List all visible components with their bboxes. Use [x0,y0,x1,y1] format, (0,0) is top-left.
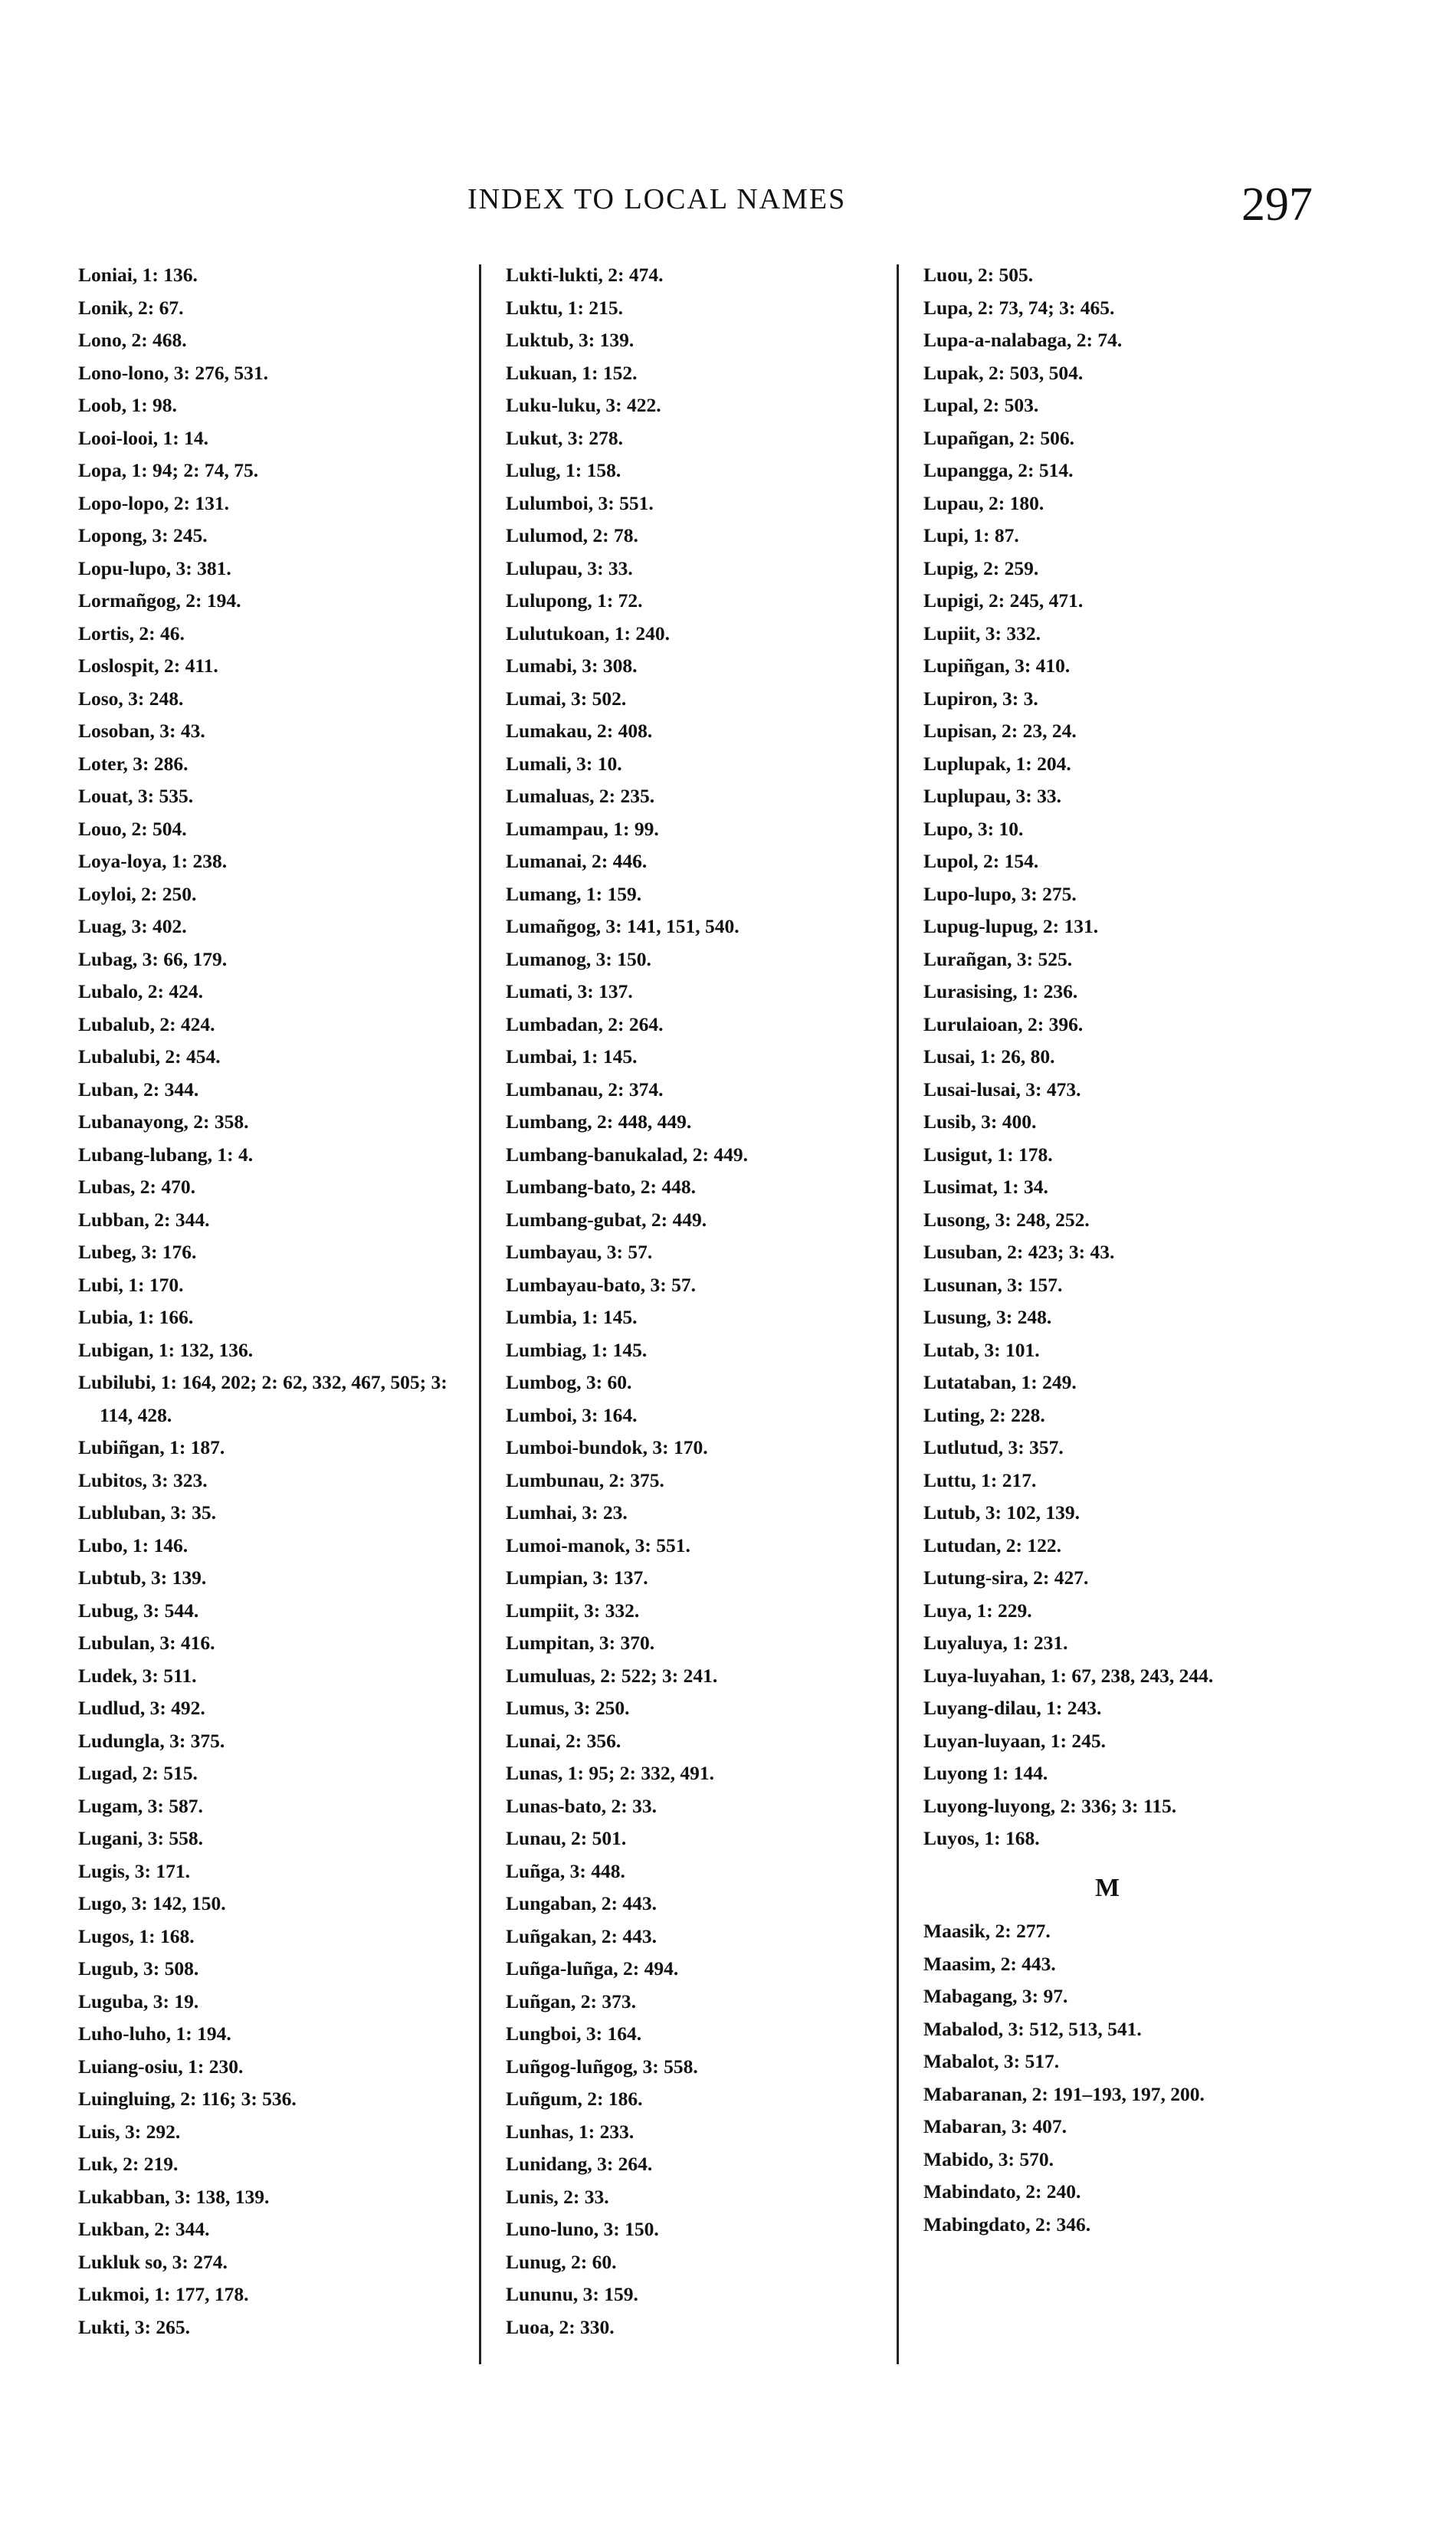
index-entry: Lugo, 3: 142, 150. [78,1892,226,1914]
index-entry: Lungaban, 2: 443. [506,1892,657,1914]
index-entry: Lumuluas, 2: 522; 3: 241. [506,1664,718,1687]
index-entry: Lutataban, 1: 249. [923,1371,1077,1393]
index-entry: Loso, 3: 248. [78,687,184,710]
index-entry: Lupol, 2: 154. [923,850,1039,872]
index-entry: Lutlutud, 3: 357. [923,1436,1064,1458]
index-entry: Mabingdato, 2: 346. [923,2212,1091,2235]
index-entry: Loter, 3: 286. [78,752,189,775]
index-entry: Lupa, 2: 73, 74; 3: 465. [923,296,1115,319]
index-entry: Lutab, 3: 101. [923,1338,1040,1361]
index-entry: Lukluk so, 3: 274. [78,2250,228,2273]
index-entry: Lumoi-manok, 3: 551. [506,1533,690,1556]
index-entry: Lupiron, 3: 3. [923,687,1038,710]
index-entry: Luñga-luñga, 2: 494. [506,1957,679,1980]
index-entry: Lumpitan, 3: 370. [506,1632,655,1654]
index-entry: Lukuan, 1: 152. [506,361,638,384]
index-entry: Lunis, 2: 33. [506,2185,609,2208]
index-entry: Lunas-bato, 2: 33. [506,1794,657,1817]
index-entry: Lurañgan, 3: 525. [923,947,1073,970]
index-entry: Lubag, 3: 66, 179. [78,947,228,970]
index-entry: Lupug-lupug, 2: 131. [923,915,1099,937]
index-entry: Luingluing, 2: 116; 3: 536. [78,2088,297,2110]
index-entry: Lusai-lusai, 3: 473. [923,1078,1081,1100]
index-entry: Mabalot, 3: 517. [923,2050,1060,2072]
index-entry: Loob, 1: 98. [78,394,177,416]
index-entry: Lupiit, 3: 332. [923,622,1041,645]
index-entry: Loniai, 1: 136. [78,264,198,286]
index-entry: Luou, 2: 505. [923,264,1034,286]
index-entry: Lumus, 3: 250. [506,1697,630,1719]
index-entry: Luñgakan, 2: 443. [506,1924,657,1947]
section-heading: M [1094,1873,1120,1902]
index-entry: Lumbayau-bato, 3: 57. [506,1273,696,1296]
index-entry: Lumbunau, 2: 375. [506,1468,664,1491]
index-entry: Luñgum, 2: 186. [506,2088,643,2110]
index-entry: Lopa, 1: 94; 2: 74, 75. [78,459,259,481]
index-entry: Lumati, 3: 137. [506,980,633,1002]
index-entry: Lumpian, 3: 137. [506,1566,648,1589]
index-entry: Lungboi, 3: 164. [506,2022,642,2045]
page-title: INDEX TO LOCAL NAMES [467,183,847,215]
index-entry: Lubigan, 1: 132, 136. [78,1338,254,1361]
index-entry: Lubban, 2: 344. [78,1208,210,1231]
index-entry: Loslospit, 2: 411. [78,654,218,677]
index-entry: Luyos, 1: 168. [923,1827,1040,1849]
index-entry: Lumbia, 1: 145. [506,1306,638,1328]
index-entry: Lunas, 1: 95; 2: 332, 491. [506,1762,715,1784]
index-entry: Lukabban, 3: 138, 139. [78,2185,270,2208]
index-entry: Lusimat, 1: 34. [923,1176,1048,1198]
index-entry: Lortis, 2: 46. [78,622,185,645]
index-entry: Luiang-osiu, 1: 230. [78,2055,244,2078]
index-entry: Lubalub, 2: 424. [78,1012,215,1035]
index-entry: Lubluban, 3: 35. [78,1501,216,1524]
index-entry: Lumai, 3: 502. [506,687,627,710]
index-entry: Lupi, 1: 87. [923,524,1019,546]
index-entry: Lumbang, 2: 448, 449. [506,1110,692,1133]
index-entry: Lupa-a-nalabaga, 2: 74. [923,329,1123,351]
index-entry: Lupangga, 2: 514. [923,459,1074,481]
index-entry: Lusung, 3: 248. [923,1306,1052,1328]
index-entry: Mabindato, 2: 240. [923,2180,1081,2203]
index-column-1 [78,259,461,2344]
index-entry: Lulutukoan, 1: 240. [506,622,670,645]
index-entry: Lupo-lupo, 3: 275. [923,882,1077,905]
index-entry: Lumbang-bato, 2: 448. [506,1176,696,1198]
index-entry: Lubo, 1: 146. [78,1533,189,1556]
index-entry: Lunug, 2: 60. [506,2250,617,2273]
index-entry: Luyan-luyaan, 1: 245. [923,1729,1107,1752]
index-entry: Lubug, 3: 544. [78,1599,199,1622]
index-entry: Lulug, 1: 158. [506,459,621,481]
index-entry: Luting, 2: 228. [923,1403,1045,1426]
index-entry: Lubalo, 2: 424. [78,980,203,1002]
index-entry: Maasik, 2: 277. [923,1920,1051,1942]
index-entry: Looi-looi, 1: 14. [78,426,208,449]
index-entry: Luis, 3: 292. [78,2120,181,2143]
index-entry: Lurulaioan, 2: 396. [923,1012,1084,1035]
index-entry: Luya-luyahan, 1: 67, 238, 243, 244. [923,1664,1214,1687]
index-entry: Lurasising, 1: 236. [923,980,1078,1002]
index-entry: Lopo-lopo, 2: 131. [78,491,229,514]
index-entry: Lupiñgan, 3: 410. [923,654,1071,677]
index-entry: Lupisan, 2: 23, 24. [923,720,1077,742]
index-entry: Mabido, 3: 570. [923,2147,1054,2170]
index-entry: Lugos, 1: 168. [78,1924,195,1947]
index-entry: Lumhai, 3: 23. [506,1501,628,1524]
index-entry: Luho-luho, 1: 194. [78,2022,231,2045]
index-entry: Lulupong, 1: 72. [506,589,643,612]
index-entry: Lumboi, 3: 164. [506,1403,638,1426]
index-entry: Lugad, 2: 515. [78,1762,198,1784]
column-divider [897,264,899,2364]
index-entry: Luku-luku, 3: 422. [506,394,661,416]
index-entry: Ludek, 3: 511. [78,1664,197,1687]
index-entry: Lono-lono, 3: 276, 531. [78,361,268,384]
index-entry: Lubtub, 3: 139. [78,1566,207,1589]
index-entry: Lubitos, 3: 323. [78,1468,208,1491]
index-entry: Lopong, 3: 245. [78,524,208,546]
index-entry: Lukban, 2: 344. [78,2218,210,2240]
index-entry: Lumali, 3: 10. [506,752,622,775]
index-entry: Lulumboi, 3: 551. [506,491,654,514]
index-entry: Luk, 2: 219. [78,2153,179,2175]
index-entry: Lugis, 3: 171. [78,1859,190,1882]
index-entry: Lulumod, 2: 78. [506,524,638,546]
index-entry: Lukmoi, 1: 177, 178. [78,2283,249,2305]
index-entry: Lumbayau, 3: 57. [506,1241,653,1263]
index-entry: Lupau, 2: 180. [923,491,1044,514]
index-entry: Lupig, 2: 259. [923,556,1039,579]
index-entry: Mabalod, 3: 512, 513, 541. [923,2017,1142,2040]
index-entry: Lubiñgan, 1: 187. [78,1436,225,1458]
index-entry: Lumbang-gubat, 2: 449. [506,1208,707,1231]
index-entry: Luktub, 3: 139. [506,329,635,351]
index-entry: Lumañgog, 3: 141, 151, 540. [506,915,739,937]
index-entry: Lubulan, 3: 416. [78,1632,215,1654]
index-entry: Lormañgog, 2: 194. [78,589,241,612]
index-entry: Luktu, 1: 215. [506,296,624,319]
index-entry: Lumanog, 3: 150. [506,947,651,970]
index-entry: Loyloi, 2: 250. [78,882,197,905]
index-entry: Lusai, 1: 26, 80. [923,1045,1055,1068]
index-entry: Lupal, 2: 503. [923,394,1039,416]
index-entry: Luno-luno, 3: 150. [506,2218,659,2240]
index-entry: Luñga, 3: 448. [506,1859,625,1882]
index-entry: Lugub, 3: 508. [78,1957,199,1980]
index-entry: Lubi, 1: 170. [78,1273,184,1296]
index-entry: Lumakau, 2: 408. [506,720,653,742]
index-entry: Lusunan, 3: 157. [923,1273,1063,1296]
index-entry: Lubang-lubang, 1: 4. [78,1143,254,1166]
index-entry: Maasim, 2: 443. [923,1952,1056,1975]
index-entry: Luyong-luyong, 2: 336; 3: 115. [923,1794,1177,1817]
index-entry: Luguba, 3: 19. [78,1989,199,2012]
index-entry: Lubanayong, 2: 358. [78,1110,249,1133]
column-divider [479,264,481,2364]
index-entry: Lumbai, 1: 145. [506,1045,638,1068]
index-entry: Lukut, 3: 278. [506,426,624,449]
index-entry: Mabaran, 3: 407. [923,2115,1067,2137]
index-entry: Lumbiag, 1: 145. [506,1338,648,1361]
index-entry: Lulupau, 3: 33. [506,556,633,579]
index-entry: Louo, 2: 504. [78,817,187,840]
index-entry: Lutung-sira, 2: 427. [923,1566,1089,1589]
index-entry: Lusuban, 2: 423; 3: 43. [923,1241,1115,1263]
index-entry: Louat, 3: 535. [78,785,194,807]
index-entry: Lono, 2: 468. [78,329,187,351]
index-entry: Lumaluas, 2: 235. [506,785,655,807]
index-entry: Lubilubi, 1: 164, 202; 2: 62, 332, 467, 505; 3: 114, 428. [78,1371,448,1426]
index-entry: Lunhas, 1: 233. [506,2120,635,2143]
index-entry: Ludlud, 3: 492. [78,1697,205,1719]
index-entry: Lumbadan, 2: 264. [506,1012,664,1035]
index-entry: Luyaluya, 1: 231. [923,1632,1068,1654]
index-entry: Lumpiit, 3: 332. [506,1599,640,1622]
index-entry: Lukti, 3: 265. [78,2315,190,2338]
index-entry: Losoban, 3: 43. [78,720,205,742]
index-entry: Lonik, 2: 67. [78,296,184,319]
index-entry: Lupo, 3: 10. [923,817,1024,840]
index-entry: Loya-loya, 1: 238. [78,850,228,872]
index-entry: Mabaranan, 2: 191–193, 197, 200. [923,2082,1205,2105]
index-entry: Lusigut, 1: 178. [923,1143,1053,1166]
index-entry: Ludungla, 3: 375. [78,1729,225,1752]
index-entry: Lunau, 2: 501. [506,1827,627,1849]
index-entry: Lubas, 2: 470. [78,1176,196,1198]
index-entry: Lopu-lupo, 3: 381. [78,556,231,579]
index-entry: Luyong 1: 144. [923,1762,1048,1784]
index-entry: Lunidang, 3: 264. [506,2153,653,2175]
index-entry: Luban, 2: 344. [78,1078,199,1100]
index-entry: Mabagang, 3: 97. [923,1985,1068,2007]
index-entry: Lumampau, 1: 99. [506,817,659,840]
index-entry: Lubeg, 3: 176. [78,1241,197,1263]
index-entry: Luyang-dilau, 1: 243. [923,1697,1102,1719]
index-entry: Lugam, 3: 587. [78,1794,203,1817]
index-entry: Lumbanau, 2: 374. [506,1078,664,1100]
index-entry: Lumboi-bundok, 3: 170. [506,1436,708,1458]
index-entry: Lupak, 2: 503, 504. [923,361,1084,384]
index-entry: Luplupau, 3: 33. [923,785,1061,807]
index-column-3 [923,259,1322,2241]
index-entry: Lunai, 2: 356. [506,1729,621,1752]
index-entry: Lutudan, 2: 122. [923,1533,1061,1556]
index-entry: Luttu, 1: 217. [923,1468,1037,1491]
index-entry: Luag, 3: 402. [78,915,187,937]
index-entry: Lupigi, 2: 245, 471. [923,589,1084,612]
index-entry: Luñgan, 2: 373. [506,1989,637,2012]
index-entry: Lugani, 3: 558. [78,1827,203,1849]
index-entry: Lumanai, 2: 446. [506,850,648,872]
index-entry: Luplupak, 1: 204. [923,752,1071,775]
index-entry: Luñgog-luñgog, 3: 558. [506,2055,698,2078]
index-entry: Lumbang-banukalad, 2: 449. [506,1143,749,1166]
index-entry: Lununu, 3: 159. [506,2283,638,2305]
index-entry: Lubalubi, 2: 454. [78,1045,221,1068]
index-entry: Lusong, 3: 248, 252. [923,1208,1090,1231]
index-column-2 [506,259,889,2344]
index-entry: Lumang, 1: 159. [506,882,642,905]
index-entry: Lubia, 1: 166. [78,1306,194,1328]
index-entry: Lukti-lukti, 2: 474. [506,264,664,286]
index-entry: Lutub, 3: 102, 139. [923,1501,1081,1524]
index-entry: Lusib, 3: 400. [923,1110,1037,1133]
index-entry: Lumabi, 3: 308. [506,654,638,677]
page-number: 297 [1241,179,1313,231]
index-entry: Lumbog, 3: 60. [506,1371,632,1393]
index-entry: Luya, 1: 229. [923,1599,1032,1622]
index-entry: Luoa, 2: 330. [506,2315,615,2338]
index-entry: Lupañgan, 2: 506. [923,426,1074,449]
